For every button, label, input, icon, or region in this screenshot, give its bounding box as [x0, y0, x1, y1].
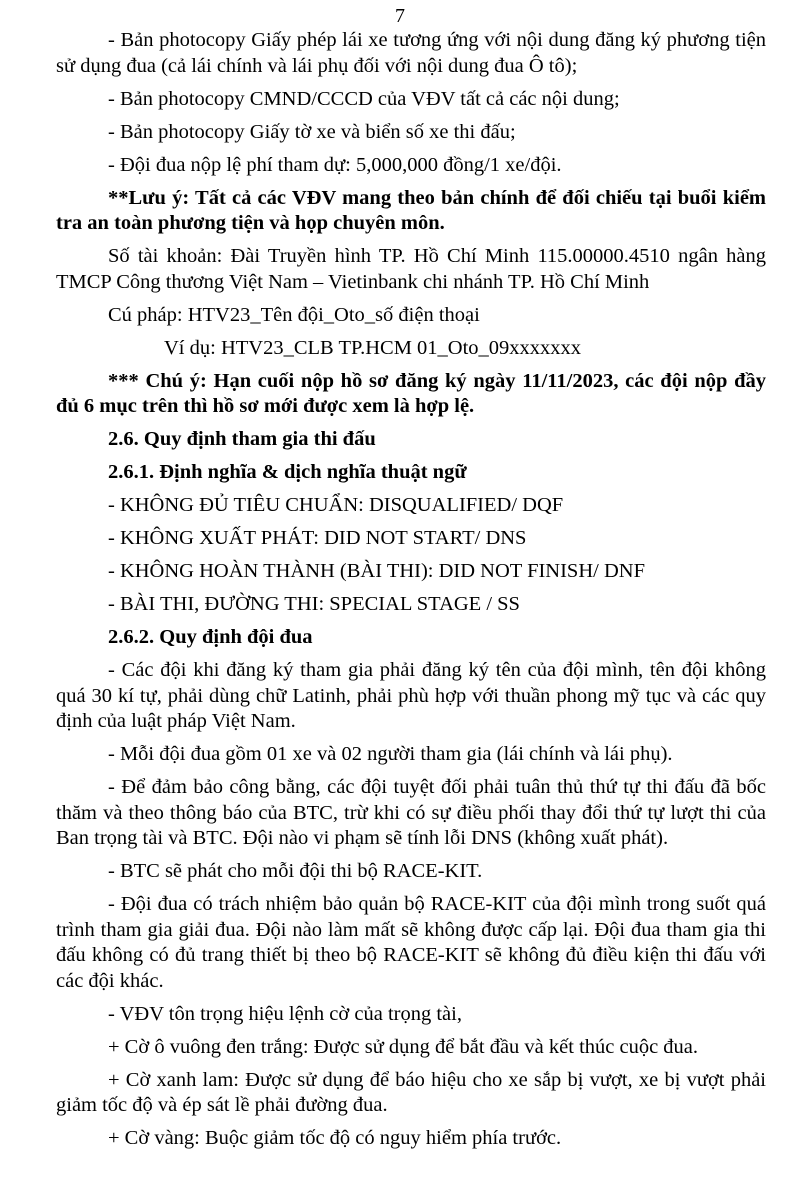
paragraph-race-kit-care: - Đội đua có trách nhiệm bảo quản bộ RACE-KIT của đội mình trong suốt quá trình tham gia giải đua. Đội nào làm mất sẽ không được cấp lại. Đội đua tham gia thi đấu không có đủ trang thiết bị theo bộ RACE-KIT sẽ không đủ điều kiện thi đấu với các đội khác.: [56, 893, 766, 992]
term-ss: - BÀI THI, ĐƯỜNG THI: SPECIAL STAGE / SS: [108, 593, 520, 615]
paragraph-race-kit: - BTC sẽ phát cho mỗi đội thi bộ RACE-KIT.: [108, 860, 483, 882]
term-dns: - KHÔNG XUẤT PHÁT: DID NOT START/ DNS: [108, 527, 527, 549]
paragraph-entry-fee: - Đội đua nộp lệ phí tham dự: 5,000,000 đồng/1 xe/đội.: [108, 153, 562, 176]
paragraph-driver-license: - Bản photocopy Giấy phép lái xe tương ứng với nội dung đăng ký phương tiện sử dụng đua (cả lái chính và lái phụ đối với nội dung đua Ô tô);: [56, 29, 766, 77]
paragraph-fairness: - Để đảm bảo công bằng, các đội tuyệt đối phải tuân thủ thứ tự thi đấu đã bốc thăm và theo thông báo của BTC, trừ khi có sự điều phối thay đổi thứ tự lượt thi của Ban trọng tài và BTC. Đội nào vi phạm sẽ tính lỗi DNS (không xuất phát).: [56, 776, 766, 849]
paragraph-example: Ví dụ: HTV23_CLB TP.HCM 01_Oto_09xxxxxxx: [164, 336, 582, 359]
paragraph-id-card: - Bản photocopy CMND/CCCD của VĐV tất cả các nội dung;: [108, 87, 620, 110]
term-dqf: - KHÔNG ĐỦ TIÊU CHUẨN: DISQUALIFIED/ DQF: [108, 494, 564, 516]
paragraph-yellow-flag: + Cờ vàng: Buộc giảm tốc độ có nguy hiểm phía trước.: [108, 1127, 562, 1149]
paragraph-note-originals: **Lưu ý: Tất cả các VĐV mang theo bản chính để đối chiếu tại buổi kiểm tra an toàn phương tiện và họp chuyên môn.: [56, 186, 766, 234]
paragraph-syntax: Cú pháp: HTV23_Tên đội_Oto_số điện thoại: [108, 303, 480, 326]
heading-2-6-2: 2.6.2. Quy định đội đua: [108, 626, 313, 648]
page-number: 7: [395, 5, 405, 27]
paragraph-team-members: - Mỗi đội đua gồm 01 xe và 02 người tham gia (lái chính và lái phụ).: [108, 743, 673, 765]
paragraph-checkered-flag: + Cờ ô vuông đen trắng: Được sử dụng để bắt đầu và kết thúc cuộc đua.: [108, 1035, 699, 1058]
paragraph-vehicle-papers: - Bản photocopy Giấy tờ xe và biển số xe thi đấu;: [108, 120, 516, 143]
term-dnf: - KHÔNG HOÀN THÀNH (BÀI THI): DID NOT FINISH/ DNF: [108, 560, 645, 582]
paragraph-blue-flag: + Cờ xanh lam: Được sử dụng để báo hiệu cho xe sắp bị vượt, xe bị vượt phải giảm tốc độ và ép sát lề phải đường đua.: [56, 1068, 766, 1116]
paragraph-deadline-note: *** Chú ý: Hạn cuối nộp hồ sơ đăng ký ngày 11/11/2023, các đội nộp đầy đủ 6 mục trên thì hồ sơ mới được xem là hợp lệ.: [56, 369, 766, 417]
document-body: [56, 28, 766, 1159]
heading-2-6: 2.6. Quy định tham gia thi đấu: [108, 428, 376, 450]
paragraph-bank-account: Số tài khoản: Đài Truyền hình TP. Hồ Chí Minh 115.00000.4510 ngân hàng TMCP Công thương Việt Nam – Vietinbank chi nhánh TP. Hồ Chí Minh: [56, 245, 766, 293]
paragraph-flag-signals: - VĐV tôn trọng hiệu lệnh cờ của trọng tài,: [108, 1002, 462, 1025]
paragraph-team-name: - Các đội khi đăng ký tham gia phải đăng ký tên của đội mình, tên đội không quá 30 kí tự, phải dùng chữ Latinh, phải phù hợp với thuần phong mỹ tục và các quy định của luật pháp Việt Nam.: [56, 659, 766, 732]
heading-2-6-1: 2.6.1. Định nghĩa & dịch nghĩa thuật ngữ: [108, 461, 467, 483]
